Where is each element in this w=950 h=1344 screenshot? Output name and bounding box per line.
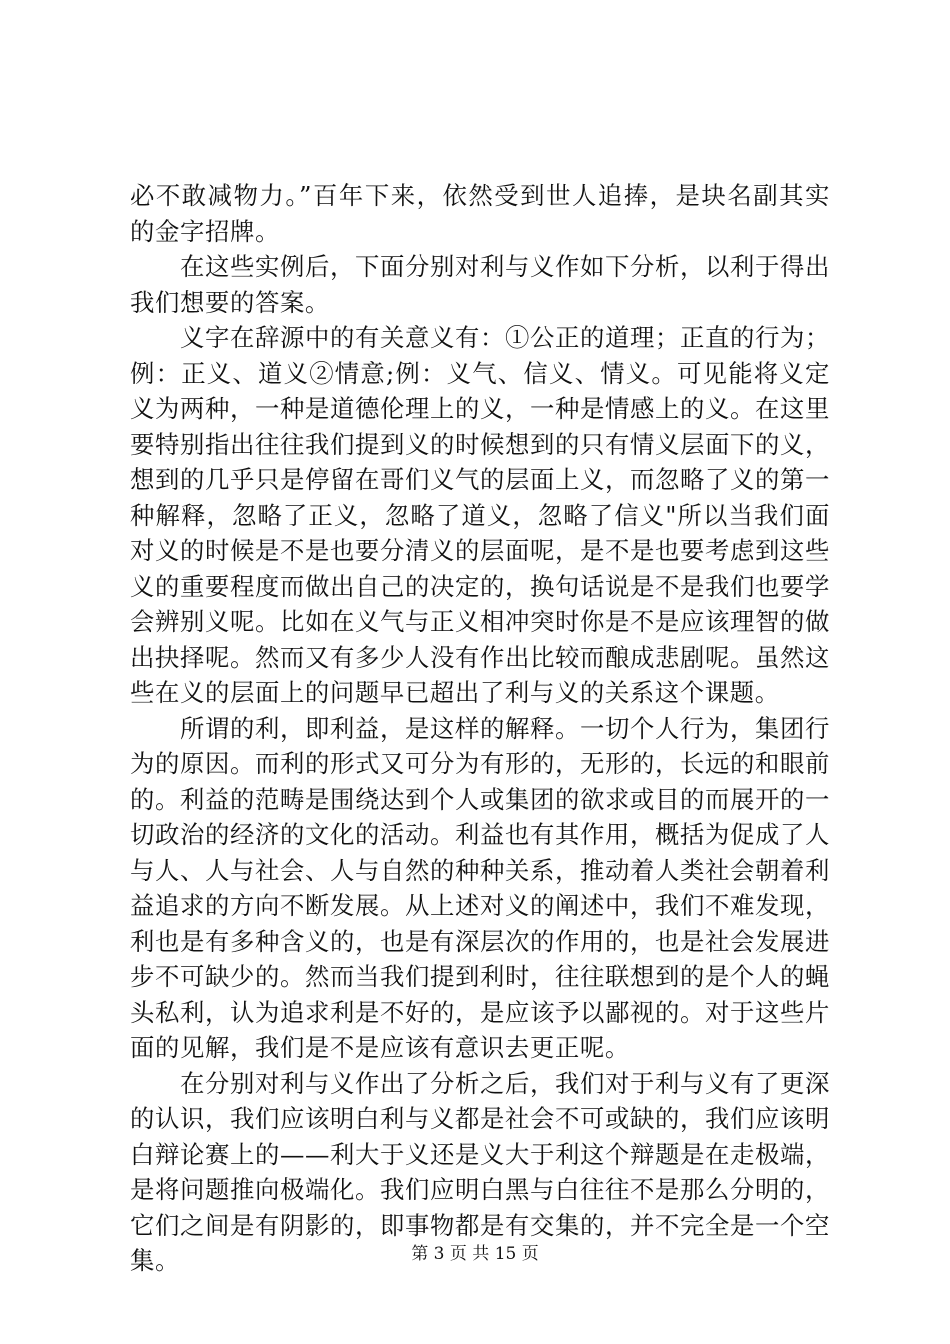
paragraph-intro-analysis: 在这些实例后，下面分别对利与义作如下分析，以利于得出我们想要的答案。: [130, 252, 830, 317]
paragraph-meaning-of-li: 所谓的利，即利益，是这样的解释。一切个人行为，集团行为的原因。而利的形式又可分为有形的，无形的，长远的和眼前的。利益的范畴是围绕达到个人或集团的欲求或目的而展开的一切政治的经济的文化的活动。利益也有其作用，概括为促成了人与人、人与社会、人与自然的种种关系，推动着人类社会朝着利益追求的方向不断发展。从上述对义的阐述中，我们不难发现，利也是有多种含义的，也是有深层次的作用的，也是社会发展进步不可缺少的。然而当我们提到利时，往往联想到的是个人的蝇头私利，认为追求利是不好的，是应该予以鄙视的。对于这些片面的见解，我们是不是应该有意识去更正呢。: [130, 713, 830, 1062]
paragraph-conclusion: 在分别对利与义作出了分析之后，我们对于利与义有了更深的认识，我们应该明白利与义都是社会不可或缺的，我们应该明白辩论赛上的——利大于义还是义大于利这个辩题是在走极端，是将问题推向极端化。我们应明白黑与白往往不是那么分明的，它们之间是有阴影的，即事物都是有交集的，并不完全是一个空集。: [130, 1068, 830, 1275]
body-text: [130, 178, 830, 1279]
paragraph-continuation: 必不敢减物力。”百年下来，依然受到世人追捧，是块名副其实的金字招牌。: [130, 181, 830, 246]
page-footer: 第 3 页 共 15 页: [411, 1244, 539, 1264]
paragraph-meaning-of-yi: 义字在辞源中的有关意义有：①公正的道理；正直的行为；例：正义、道义②情意;例：义气、信义、情义。可见能将义定义为两种，一种是道德伦理上的义，一种是情感上的义。在这里要特别指出往往我们提到义的时候想到的只有情义层面下的义，想到的几乎只是停留在哥们义气的层面上义，而忽略了义的第一种解释，忽略了正义，忽略了道义，忽略了信义"所以当我们面对义的时候是不是也要分清义的层面呢，是不是也要考虑到这些义的重要程度而做出自己的决定的，换句话说是不是我们也要学会辨别义呢。比如在义气与正义相冲突时你是不是应该理智的做出抉择呢。然而又有多少人没有作出比较而酿成悲剧呢。虽然这些在义的层面上的问题早已超出了利与义的关系这个课题。: [130, 323, 830, 707]
